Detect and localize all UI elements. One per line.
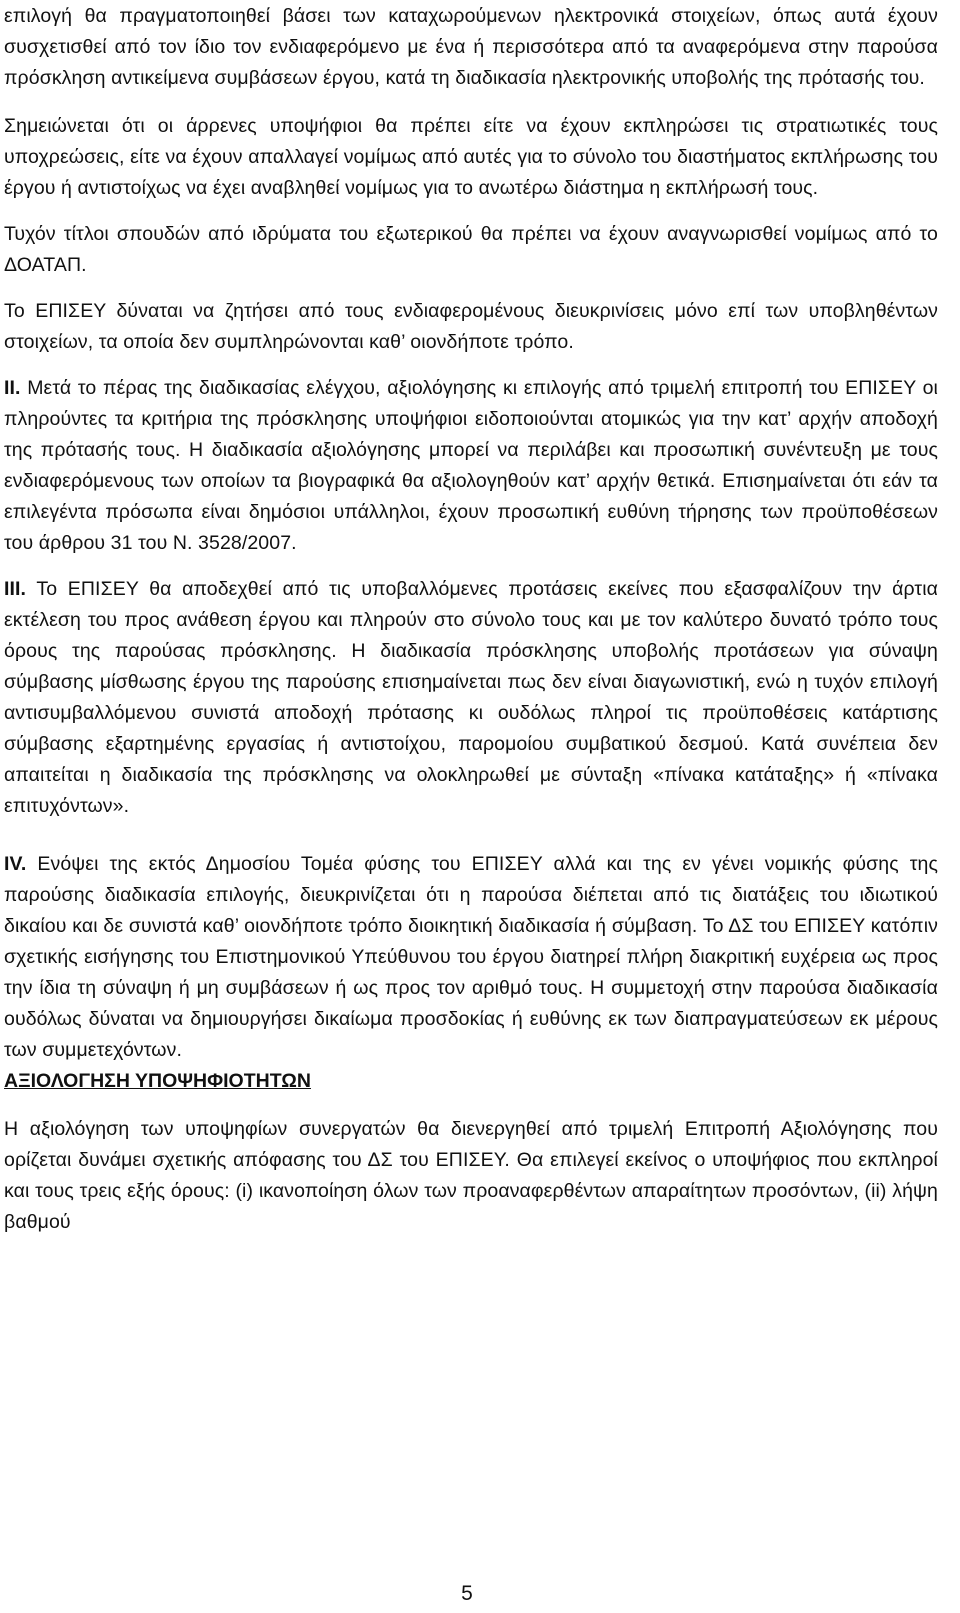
section-number-iv: IV.	[4, 853, 27, 875]
section-number-iii: ΙΙΙ.	[4, 578, 27, 600]
section-heading-evaluation: ΑΞΙΟΛΟΓΗΣΗ ΥΠΟΨΗΦΙΟΤΗΤΩΝ	[4, 1070, 311, 1092]
paragraph-section-iv	[4, 849, 938, 1066]
section-number-ii: ΙΙ.	[4, 377, 21, 399]
document-page	[4, 0, 938, 1238]
section-ii-text: Μετά το πέρας της διαδικασίας ελέγχου, αξιολόγησης κι επιλογής από τριμελή επιτροπή του ΕΠΙΣΕΥ οι πληρούντες τα κριτήρια της πρόσκλησης υποψήφιοι ειδοποιούνται ατομικώς για την κατ’ αρχήν αποδοχή της πρότασής τους. Η διαδικασία αξιολόγησης μπορεί να περιλάβει και προσωπική συνέντευξη με τους ενδιαφερόμενους των οποίων τα βιογραφικά θα αξιολογηθούν κατ’ αρχήν θετικά. Επισημαίνεται ότι εάν τα επιλεγέντα πρόσωπα είναι δημόσιοι υπάλληλοι, έχουν προσωπική ευθύνη τήρησης των προϋποθέσεων του άρθρου 31 του Ν. 3528/2007.	[4, 377, 938, 554]
section-iv-text: Ενόψει της εκτός Δημοσίου Τομέα φύσης του ΕΠΙΣΕΥ αλλά και της εν γένει νομικής φύσης της παρούσης διαδικασία επιλογής, διευκρινίζεται ότι η παρούσα διέπεται από τις διατάξεις του ιδιωτικού δικαίου και δε συνιστά καθ’ οιονδήποτε τρόπο διοικητική διαδικασία ή σύμβαση. Το ΔΣ του ΕΠΙΣΕΥ κατόπιν σχετικής εισήγησης του Επιστημονικού Υπεύθυνου του έργου διατηρεί πλήρη διακριτική ευχέρεια ως προς την ίδια τη σύναψη ή μη συμβάσεων ή ως προς τον αριθμό τους. Η συμμετοχή στην παρούσα διαδικασία ουδόλως δύναται να δημιουργήσει δικαίωμα προσδοκίας ή ευθύνης εκ των διαπραγματεύσεων εκ μέρους των συμμετεχόντων.	[4, 853, 938, 1061]
paragraph-military-obligations: Σημειώνεται ότι οι άρρενες υποψήφιοι θα πρέπει είτε να έχουν εκπληρώσει τις στρατιωτικές τους υποχρεώσεις, είτε να έχουν απαλλαγεί νομίμως από αυτές για το σύνολο του διαστήματος εκπλήρωσης του έργου ή αντιστοίχως να έχει αναβληθεί νομίμως για το ανωτέρω διάστημα η εκπλήρωσή τους.	[4, 115, 938, 199]
paragraph-clarifications: Το ΕΠΙΣΕΥ δύναται να ζητήσει από τους ενδιαφερομένους διευκρινίσεις μόνο επί των υποβληθέντων στοιχείων, τα οποία δεν συμπληρώνονται καθ’ οιονδήποτε τρόπο.	[4, 300, 938, 353]
paragraph-foreign-degrees: Τυχόν τίτλοι σπουδών από ιδρύματα του εξωτερικού θα πρέπει να έχουν αναγνωρισθεί νομίμως από το ΔΟΑΤΑΠ.	[4, 223, 938, 276]
paragraph-section-ii	[4, 373, 938, 559]
paragraph-selection-basis: επιλογή θα πραγματοποιηθεί βάσει των καταχωρούμενων ηλεκτρονικά στοιχείων, όπως αυτά έχουν συσχετισθεί από τον ίδιο τον ενδιαφερόμενο με ένα ή περισσότερα από τα αναφερόμενα στην παρούσα πρόσκληση αντικείμενα συμβάσεων έργου, κατά τη διαδικασία ηλεκτρονικής υποβολής της πρότασής του.	[4, 5, 938, 89]
page-number: 5	[461, 1582, 473, 1605]
paragraph-evaluation: Η αξιολόγηση των υποψηφίων συνεργατών θα διενεργηθεί από τριμελή Επιτροπή Αξιολόγησης που ορίζεται δυνάμει σχετικής απόφασης του ΔΣ του ΕΠΙΣΕΥ. Θα επιλεγεί εκείνος ο υποψήφιος που εκπληροί και τους τρεις εξής όρους: (i) ικανοποίηση όλων των προαναφερθέντων απαραίτητων προσόντων, (ii) λήψη βαθμού	[4, 1118, 938, 1233]
section-iii-text: Το ΕΠΙΣΕΥ θα αποδεχθεί από τις υποβαλλόμενες προτάσεις εκείνες που εξασφαλίζουν την άρτια εκτέλεση του προς ανάθεση έργου και πληρούν στο σύνολο τους και με τον καλύτερο δυνατό τρόπο τους όρους της παρούσας πρόσκλησης. Η διαδικασία πρόσκλησης υποβολής προτάσεων για σύναψη σύμβασης μίσθωσης έργου της παρούσης επισημαίνεται πως δεν είναι διαγωνιστική, ενώ η τυχόν επιλογή αντισυμβαλλόμενου συνιστά αποδοχή πρότασης κι ουδόλως πληροί τις προϋποθέσεις κατάρτισης σύμβασης εξαρτημένης εργασίας ή αντιστοίχου, παρομοίου συμβατικού δεσμού. Κατά συνέπεια δεν απαιτείται η διαδικασία της πρόσκλησης να ολοκληρωθεί με σύνταξη «πίνακα κατάταξης» ή «πίνακα επιτυχόντων».	[4, 578, 938, 817]
paragraph-section-iii	[4, 574, 938, 822]
